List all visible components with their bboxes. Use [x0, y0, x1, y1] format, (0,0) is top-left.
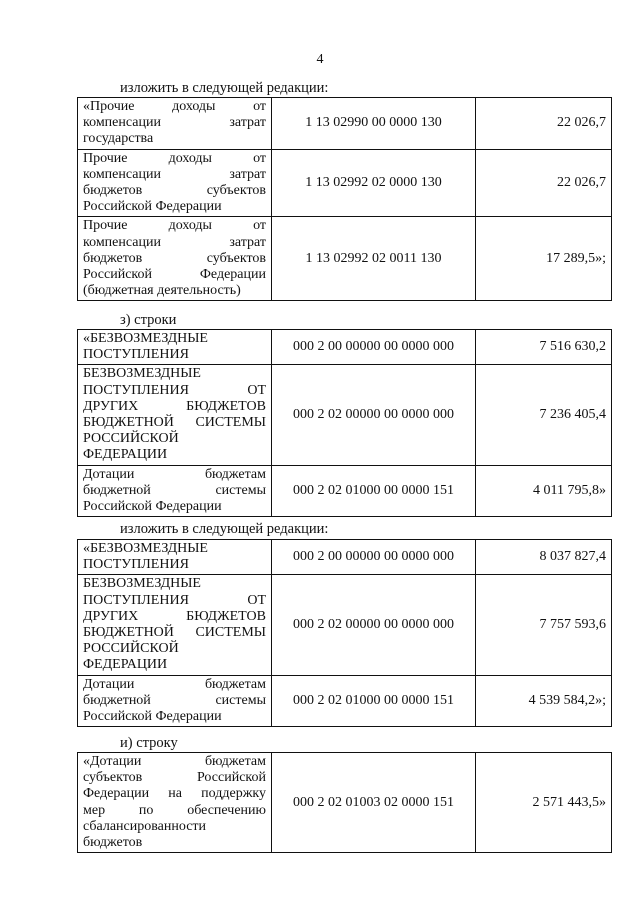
amount-cell: 17 289,5»;	[476, 217, 612, 301]
income-name-line: бюджетной системы	[83, 692, 266, 708]
income-name-line: сбалансированности	[83, 818, 207, 834]
budget-code-cell: 000 2 02 01000 00 0000 151	[272, 465, 476, 517]
income-name-line: (бюджетная деятельность)	[83, 283, 241, 299]
budget-code-cell: 000 2 02 00000 00 0000 000	[272, 575, 476, 675]
income-name-line: ДРУГИХ БЮДЖЕТОВ	[83, 398, 266, 414]
income-name-line: БЕЗВОЗМЕЗДНЫЕ	[83, 576, 201, 592]
budget-code-cell: 000 2 02 01003 02 0000 151	[272, 753, 476, 853]
income-name-line: Прочие доходы от	[83, 218, 266, 234]
income-name-cell	[78, 217, 272, 301]
income-name-cell	[78, 330, 272, 365]
income-name-line: ДРУГИХ БЮДЖЕТОВ	[83, 608, 266, 624]
income-name-cell	[78, 540, 272, 575]
income-name-line: бюджетов субъектов	[83, 183, 266, 199]
income-name-line: «БЕЗВОЗМЕЗДНЫЕ	[83, 541, 208, 556]
budget-code-cell: 000 2 00 00000 00 0000 000	[272, 540, 476, 575]
income-name-line: Российской Федерации	[83, 199, 222, 215]
budget-code-cell: 1 13 02992 02 0011 130	[272, 217, 476, 301]
amount-cell: 7 757 593,6	[476, 575, 612, 675]
income-name-cell	[78, 98, 272, 150]
budget-table	[77, 97, 612, 301]
income-name-line: Российской Федерации	[83, 267, 266, 283]
page-number: 4	[316, 52, 324, 67]
table-row	[78, 465, 612, 517]
table-row	[78, 98, 612, 150]
income-name-line: БЕЗВОЗМЕЗДНЫЕ	[83, 366, 201, 382]
income-name-line: Федерации на поддержку	[83, 786, 266, 802]
budget-code-cell: 000 2 02 00000 00 0000 000	[272, 365, 476, 465]
income-name-line: компенсации затрат	[83, 166, 266, 182]
income-name-line: РОССИЙСКОЙ	[83, 641, 179, 657]
amount-cell: 2 571 443,5»	[476, 753, 612, 853]
section-intro: изложить в следующей редакции:	[120, 80, 329, 96]
income-name-cell	[78, 753, 272, 853]
table-row	[78, 540, 612, 575]
income-name-line: Российской Федерации	[83, 499, 222, 515]
budget-code-cell: 000 2 00 00000 00 0000 000	[272, 330, 476, 365]
income-name-line: субъектов Российской	[83, 770, 266, 786]
income-name-line: БЮДЖЕТНОЙ СИСТЕМЫ	[83, 415, 266, 431]
budget-table	[77, 752, 612, 853]
income-name-line: мер по обеспечению	[83, 802, 266, 818]
income-name-line: компенсации затрат	[83, 234, 266, 250]
income-name-line: бюджетной системы	[83, 482, 266, 498]
income-name-line: «БЕЗВОЗМЕЗДНЫЕ	[83, 331, 208, 346]
budget-code-cell: 1 13 02990 00 0000 130	[272, 98, 476, 150]
income-name-line: Дотации бюджетам	[83, 466, 266, 482]
income-name-line: бюджетов	[83, 835, 143, 851]
income-name-line: ФЕДЕРАЦИИ	[83, 447, 168, 463]
section-intro: и) строку	[120, 735, 178, 751]
income-name-line: ПОСТУПЛЕНИЯ	[83, 347, 189, 363]
income-name-line: ПОСТУПЛЕНИЯ ОТ	[83, 592, 266, 608]
income-name-line: ПОСТУПЛЕНИЯ ОТ	[83, 382, 266, 398]
income-name-cell	[78, 465, 272, 517]
budget-code-cell: 1 13 02992 02 0000 130	[272, 149, 476, 217]
income-name-cell	[78, 675, 272, 727]
table-row	[78, 365, 612, 465]
income-name-line: ФЕДЕРАЦИИ	[83, 657, 168, 673]
income-name-cell	[78, 575, 272, 675]
income-name-line: государства	[83, 131, 154, 147]
amount-cell: 7 236 405,4	[476, 365, 612, 465]
table-row	[78, 217, 612, 301]
table-row	[78, 675, 612, 727]
table-row	[78, 575, 612, 675]
budget-code-cell: 000 2 02 01000 00 0000 151	[272, 675, 476, 727]
income-name-cell	[78, 365, 272, 465]
income-name-line: Прочие доходы от	[83, 150, 266, 166]
budget-table	[77, 539, 612, 727]
income-name-line: ПОСТУПЛЕНИЯ	[83, 557, 189, 573]
table-row	[78, 753, 612, 853]
income-name-line: бюджетов субъектов	[83, 250, 266, 266]
section-intro: з) строки	[120, 312, 177, 328]
income-name-line: Дотации бюджетам	[83, 676, 266, 692]
amount-cell: 4 011 795,8»	[476, 465, 612, 517]
income-name-line: Российской Федерации	[83, 709, 222, 725]
table-row	[78, 149, 612, 217]
income-name-line: «Дотации бюджетам	[83, 754, 266, 769]
amount-cell: 8 037 827,4	[476, 540, 612, 575]
income-name-line: РОССИЙСКОЙ	[83, 431, 179, 447]
income-name-cell	[78, 149, 272, 217]
budget-table	[77, 329, 612, 517]
amount-cell: 22 026,7	[476, 98, 612, 150]
amount-cell: 4 539 584,2»;	[476, 675, 612, 727]
income-name-line: «Прочие доходы от	[83, 99, 266, 114]
section-intro: изложить в следующей редакции:	[120, 521, 329, 537]
table-row	[78, 330, 612, 365]
amount-cell: 22 026,7	[476, 149, 612, 217]
income-name-line: компенсации затрат	[83, 115, 266, 131]
amount-cell: 7 516 630,2	[476, 330, 612, 365]
income-name-line: БЮДЖЕТНОЙ СИСТЕМЫ	[83, 625, 266, 641]
